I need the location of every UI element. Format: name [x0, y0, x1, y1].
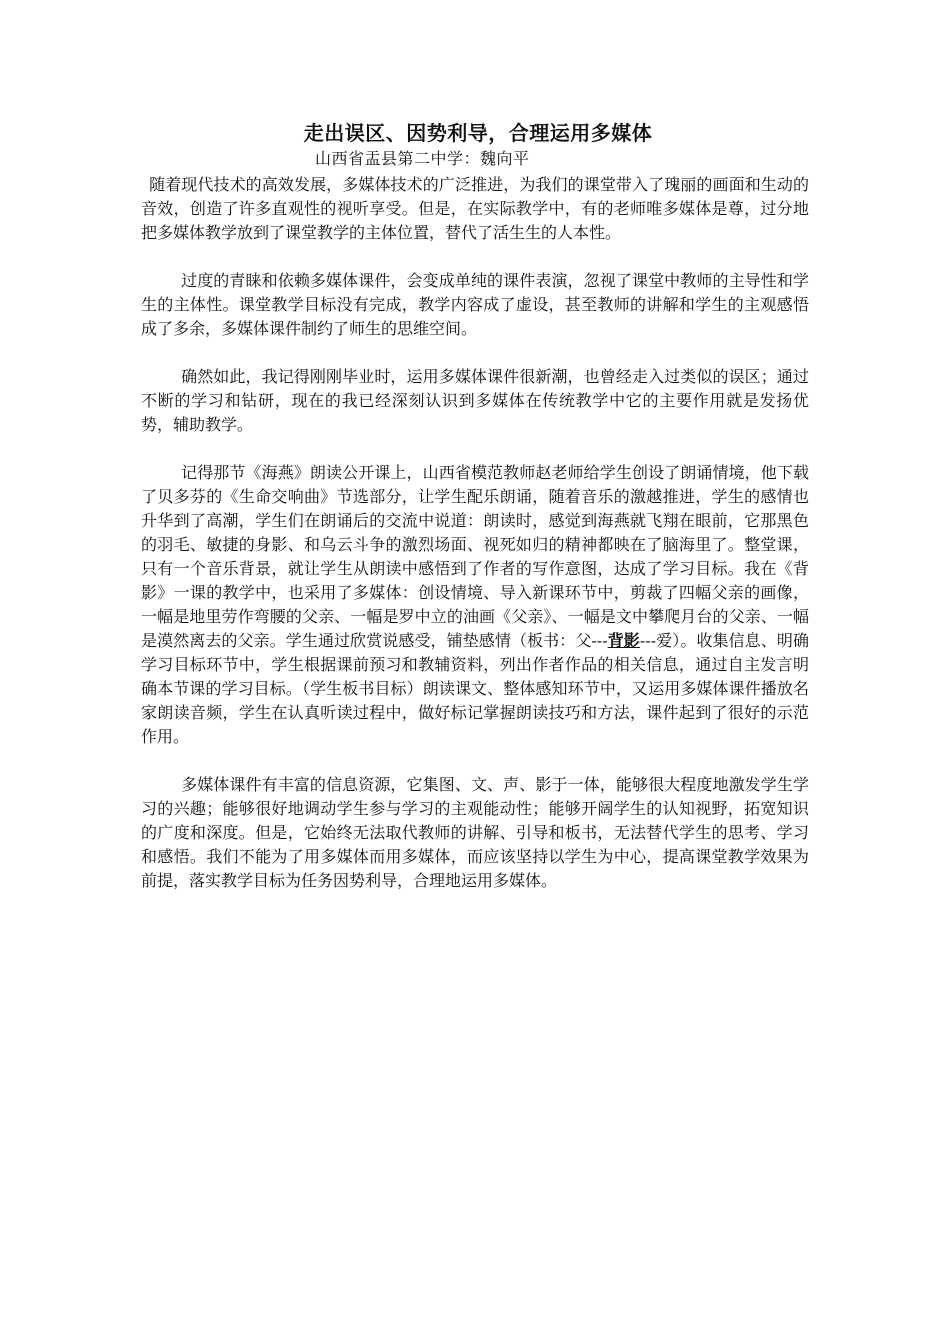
paragraph-1 [141, 173, 809, 245]
document-page [141, 117, 809, 893]
paragraph-3-text: 确然如此，我记得刚刚毕业时，运用多媒体课件很新潮，也曾经走入过类似的误区；通过不断的学习和钻研，现在的我已经深刻认识到多媒体在传统教学中它的主要作用就是发扬优势，辅助教学。 [141, 367, 809, 434]
paragraph-2-text: 过度的青睐和依赖多媒体课件，会变成单纯的课件表演，忽视了课堂中教师的主导性和学生的主体性。课堂教学目标没有完成，教学内容成了虚设，甚至教师的讲解和学生的主观感悟成了多余，多媒体课件制约了师生的思维空间。 [141, 271, 809, 338]
paragraph-3 [141, 365, 809, 437]
document-title: 走出误区、因势利导，合理运用多媒体 [303, 121, 653, 145]
paragraph-2 [141, 269, 809, 341]
document-author: 山西省盂县第二中学：魏向平 [315, 149, 530, 168]
paragraph-4-emphasis: 背影 [607, 631, 640, 650]
paragraph-4-text-a: 记得那节《海燕》朗读公开课上，山西省模范教师赵老师给学生创设了朗诵情境，他下载了贝多芬的《生命交响曲》节选部分，让学生配乐朗诵，随着音乐的激越推进，学生的感情也升华到了高潮，学生们在朗诵后的交流中说道：朗读时，感觉到海燕就飞翔在眼前，它那黑色的羽毛、敏捷的身影、和乌云斗争的激烈场面、视死如归的精神都映在了脑海里了。整堂课，只有一个音乐背景，就让学生从朗读中感悟到了作者的写作意图，达成了学习目标。我在《背影》一课的教学中，也采用了多媒体：创设情境、导入新课环节中，剪裁了四幅父亲的画像，一幅是地里劳作弯腰的父亲、一幅是罗中立的油画《父亲》、一幅是文中攀爬月台的父亲、一幅是漠然离去的父亲。学生通过欣赏说感受，铺垫感情（板书：父--- [141, 463, 809, 650]
paragraph-5-text: 多媒体课件有丰富的信息资源，它集图、文、声、影于一体，能够很大程度地激发学生学习的兴趣；能够很好地调动学生参与学习的主观能动性；能够开阔学生的认知视野，拓宽知识的广度和深度。但是，它始终无法取代教师的讲解、引导和板书，无法替代学生的思考、学习和感悟。我们不能为了用多媒体而用多媒体，而应该坚持以学生为中心，提高课堂教学效果为前提，落实教学目标为任务因势利导，合理地运用多媒体。 [141, 775, 809, 890]
paragraph-1-text: 随着现代技术的高效发展，多媒体技术的广泛推进，为我们的课堂带入了瑰丽的画面和生动的音效，创造了许多直观性的视听享受。但是，在实际教学中，有的老师唯多媒体是尊，过分地把多媒体教学放到了课堂教学的主体位置，替代了活生生的人本性。 [141, 175, 809, 242]
paragraph-4-text-b: ---爱）。收集信息、明确学习目标环节中，学生根据课前预习和教辅资料，列出作者作品的相关信息，通过自主发言明确本节课的学习目标。（学生板书目标）朗读课文、整体感知环节中，又运用多媒体课件播放名家朗读音频，学生在认真听读过程中，做好标记掌握朗读技巧和方法，课件起到了很好的示范作用。 [141, 631, 809, 746]
paragraph-4 [141, 461, 809, 749]
paragraph-5 [141, 773, 809, 893]
